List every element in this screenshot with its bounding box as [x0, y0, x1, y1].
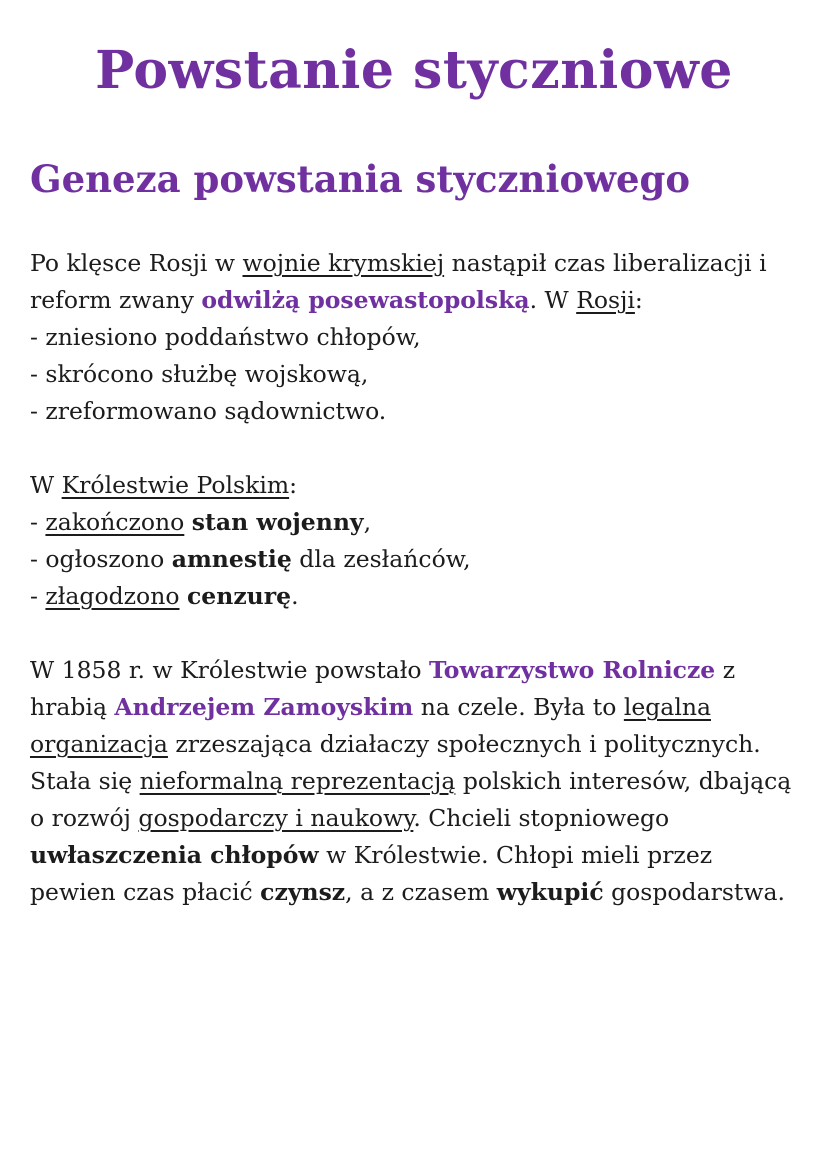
text-run: Towarzystwo Rolnicze [429, 656, 716, 684]
text-run: - [30, 508, 46, 536]
text-run: W [30, 471, 62, 499]
text-run: wykupić [496, 878, 604, 906]
paragraph [30, 504, 798, 541]
text-run: amnestię [171, 545, 292, 573]
text-run: zrzeszająca działaczy społecznych i politycznych. Stała się [30, 730, 761, 795]
paragraph [30, 541, 798, 578]
text-run: polskich interesów, dbającą o rozwój [30, 767, 792, 832]
text-run [184, 508, 191, 536]
text-run: w Królestwie. Chłopi mieli przez pewien czas płacić [30, 841, 713, 906]
text-run: : [289, 471, 298, 499]
paragraph [30, 578, 798, 615]
text-run: - skrócono służbę wojskową, [30, 360, 369, 388]
paragraph [30, 356, 798, 393]
text-run: - [30, 582, 46, 610]
text-run: Po klęsce Rosji w [30, 249, 243, 277]
text-run: . Chcieli stopniowego [413, 804, 670, 832]
text-run: W 1858 r. w Królestwie powstało [30, 656, 430, 684]
text-run: Andrzejem Zamoyskim [114, 693, 414, 721]
text-run: stan wojenny [191, 508, 364, 536]
document-title: Powstanie styczniowe [95, 40, 733, 101]
text-run: uwłaszczenia chłopów [30, 841, 319, 869]
text-run: , a z czasem [345, 878, 497, 906]
text-run: na czele. Była to [413, 693, 624, 721]
paragraph [30, 467, 798, 504]
text-run: zakończono [45, 508, 185, 536]
text-run [179, 582, 186, 610]
paragraph-spacer [30, 430, 798, 467]
paragraph [30, 393, 798, 430]
paragraph [30, 652, 798, 911]
paragraph-spacer [30, 615, 798, 652]
text-run: : [634, 286, 643, 314]
document-body [30, 245, 798, 911]
text-run: Królestwie Polskim [61, 471, 290, 499]
text-run: czynsz [260, 878, 346, 906]
text-run: . [291, 582, 299, 610]
text-run: nieformalną reprezentacją [139, 767, 456, 795]
text-run: - zreformowano sądownictwo. [30, 397, 387, 425]
text-run: cenzurę [186, 582, 292, 610]
text-run: odwilżą posewastopolską [201, 286, 530, 314]
text-run: gospodarczy i naukowy [138, 804, 414, 832]
text-run: gospodarstwa. [603, 878, 785, 906]
text-run: - zniesiono poddaństwo chłopów, [30, 323, 421, 351]
paragraph [30, 319, 798, 356]
text-run: Rosji [576, 286, 635, 314]
text-run: nastąpił czas liberalizacji i reform zwany [30, 249, 767, 314]
text-run: z hrabią [30, 656, 736, 721]
text-run: legalna organizacja [30, 693, 711, 758]
paragraph [30, 245, 798, 319]
text-run: złagodzono [45, 582, 180, 610]
text-run: . W [529, 286, 577, 314]
text-run: wojnie krymskiej [242, 249, 445, 277]
text-run: - ogłoszono [30, 545, 172, 573]
text-run: dla zesłańców, [291, 545, 471, 573]
section-heading: Geneza powstania styczniowego [30, 157, 691, 201]
text-run: , [363, 508, 372, 536]
